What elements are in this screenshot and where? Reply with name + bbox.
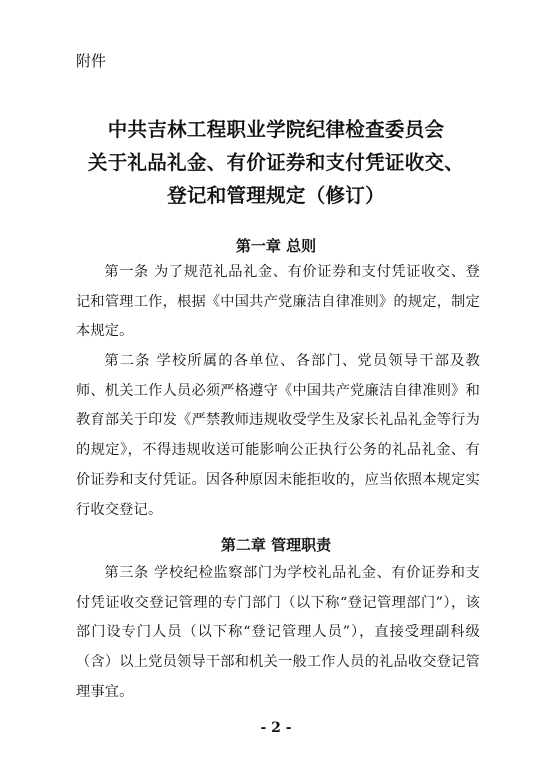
title-line-1: 中共吉林工程职业学院纪律检查委员会 xyxy=(107,118,445,141)
article-1: 第一条 为了规范礼品礼金、有价证券和支付凭证收交、登记和管理工作，根据《中国共产党廉洁自律准则》的规定，制定本规定。 xyxy=(76,264,480,340)
article-3: 第三条 学校纪检监察部门为学校礼品礼金、有价证券和支付凭证收交登记管理的专门部门（以下称“登记管理部门”），该部门设专门人员（以下称“登记管理人员”），直接受理副科级（含）以上党员领导干部和机关一般工作人员的礼品收交登记管理事宜。 xyxy=(76,565,480,700)
chapter-2-heading: 第二章 管理职责 xyxy=(220,536,332,554)
chapter-1-heading: 第一章 总则 xyxy=(235,237,317,255)
attachment-label: 附件 xyxy=(76,52,107,70)
document-title xyxy=(40,113,512,212)
title-line-3: 登记和管理规定（修订） xyxy=(167,184,385,207)
title-line-2: 关于礼品礼金、有价证券和支付凭证收交、 xyxy=(87,151,465,174)
article-2: 第二条 学校所属的各单位、各部门、党员领导干部及教师、机关工作人员必须严格遵守《中国共产党廉洁自律准则》和教育部关于印发《严禁教师违规收受学生及家长礼品礼金等行为的规定》，不得违规收送可能影响公正执行公务的礼品礼金、有价证券和支付凭证。因各种原因未能拒收的，应当依照本规定实行收交登记。 xyxy=(76,353,480,518)
page-number: - 2 - xyxy=(260,720,292,736)
